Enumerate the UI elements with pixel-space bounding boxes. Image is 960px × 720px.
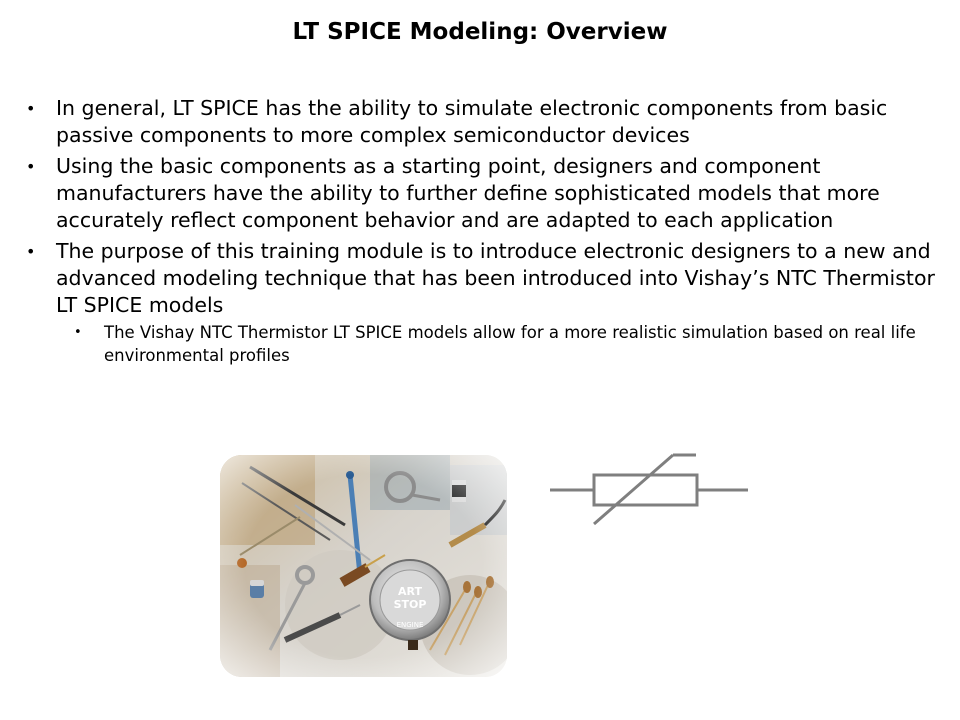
thermistor-photo-collage [220,455,507,677]
thermistor-photo-illustration [220,455,507,677]
sub-bullet-item [56,321,946,367]
bullet-marker: • [26,157,36,176]
bullet-text: Using the basic components as a starting point, designers and component manufacturers have the ability to further define sophisticated models that more accurately reflect component behavior and are adapted to each application [56,154,880,232]
bullet-text: In general, LT SPICE has the ability to simulate electronic components from basic passive components to more complex semiconductor devices [56,96,888,147]
bullet-item [26,153,946,234]
thermistor-symbol-icon [548,452,750,528]
bullet-marker: • [26,242,36,261]
symbol-diagonal [594,455,673,524]
bullet-list [26,95,946,371]
bullet-text: The purpose of this training module is to introduce electronic designers to a new and advanced modeling technique that has been introduced into Vishay’s NTC Thermistor LT SPICE models [56,239,935,317]
bullet-item [26,95,946,149]
sub-bullet-text: The Vishay NTC Thermistor LT SPICE models allow for a more realistic simulation based on real life environmental profiles [104,323,916,365]
sub-bullet-marker: • [74,325,82,340]
slide-title: LT SPICE Modeling: Overview [292,19,668,45]
bullet-marker: • [26,99,36,118]
bullet-item [26,238,946,367]
sub-bullet-list [56,321,946,367]
